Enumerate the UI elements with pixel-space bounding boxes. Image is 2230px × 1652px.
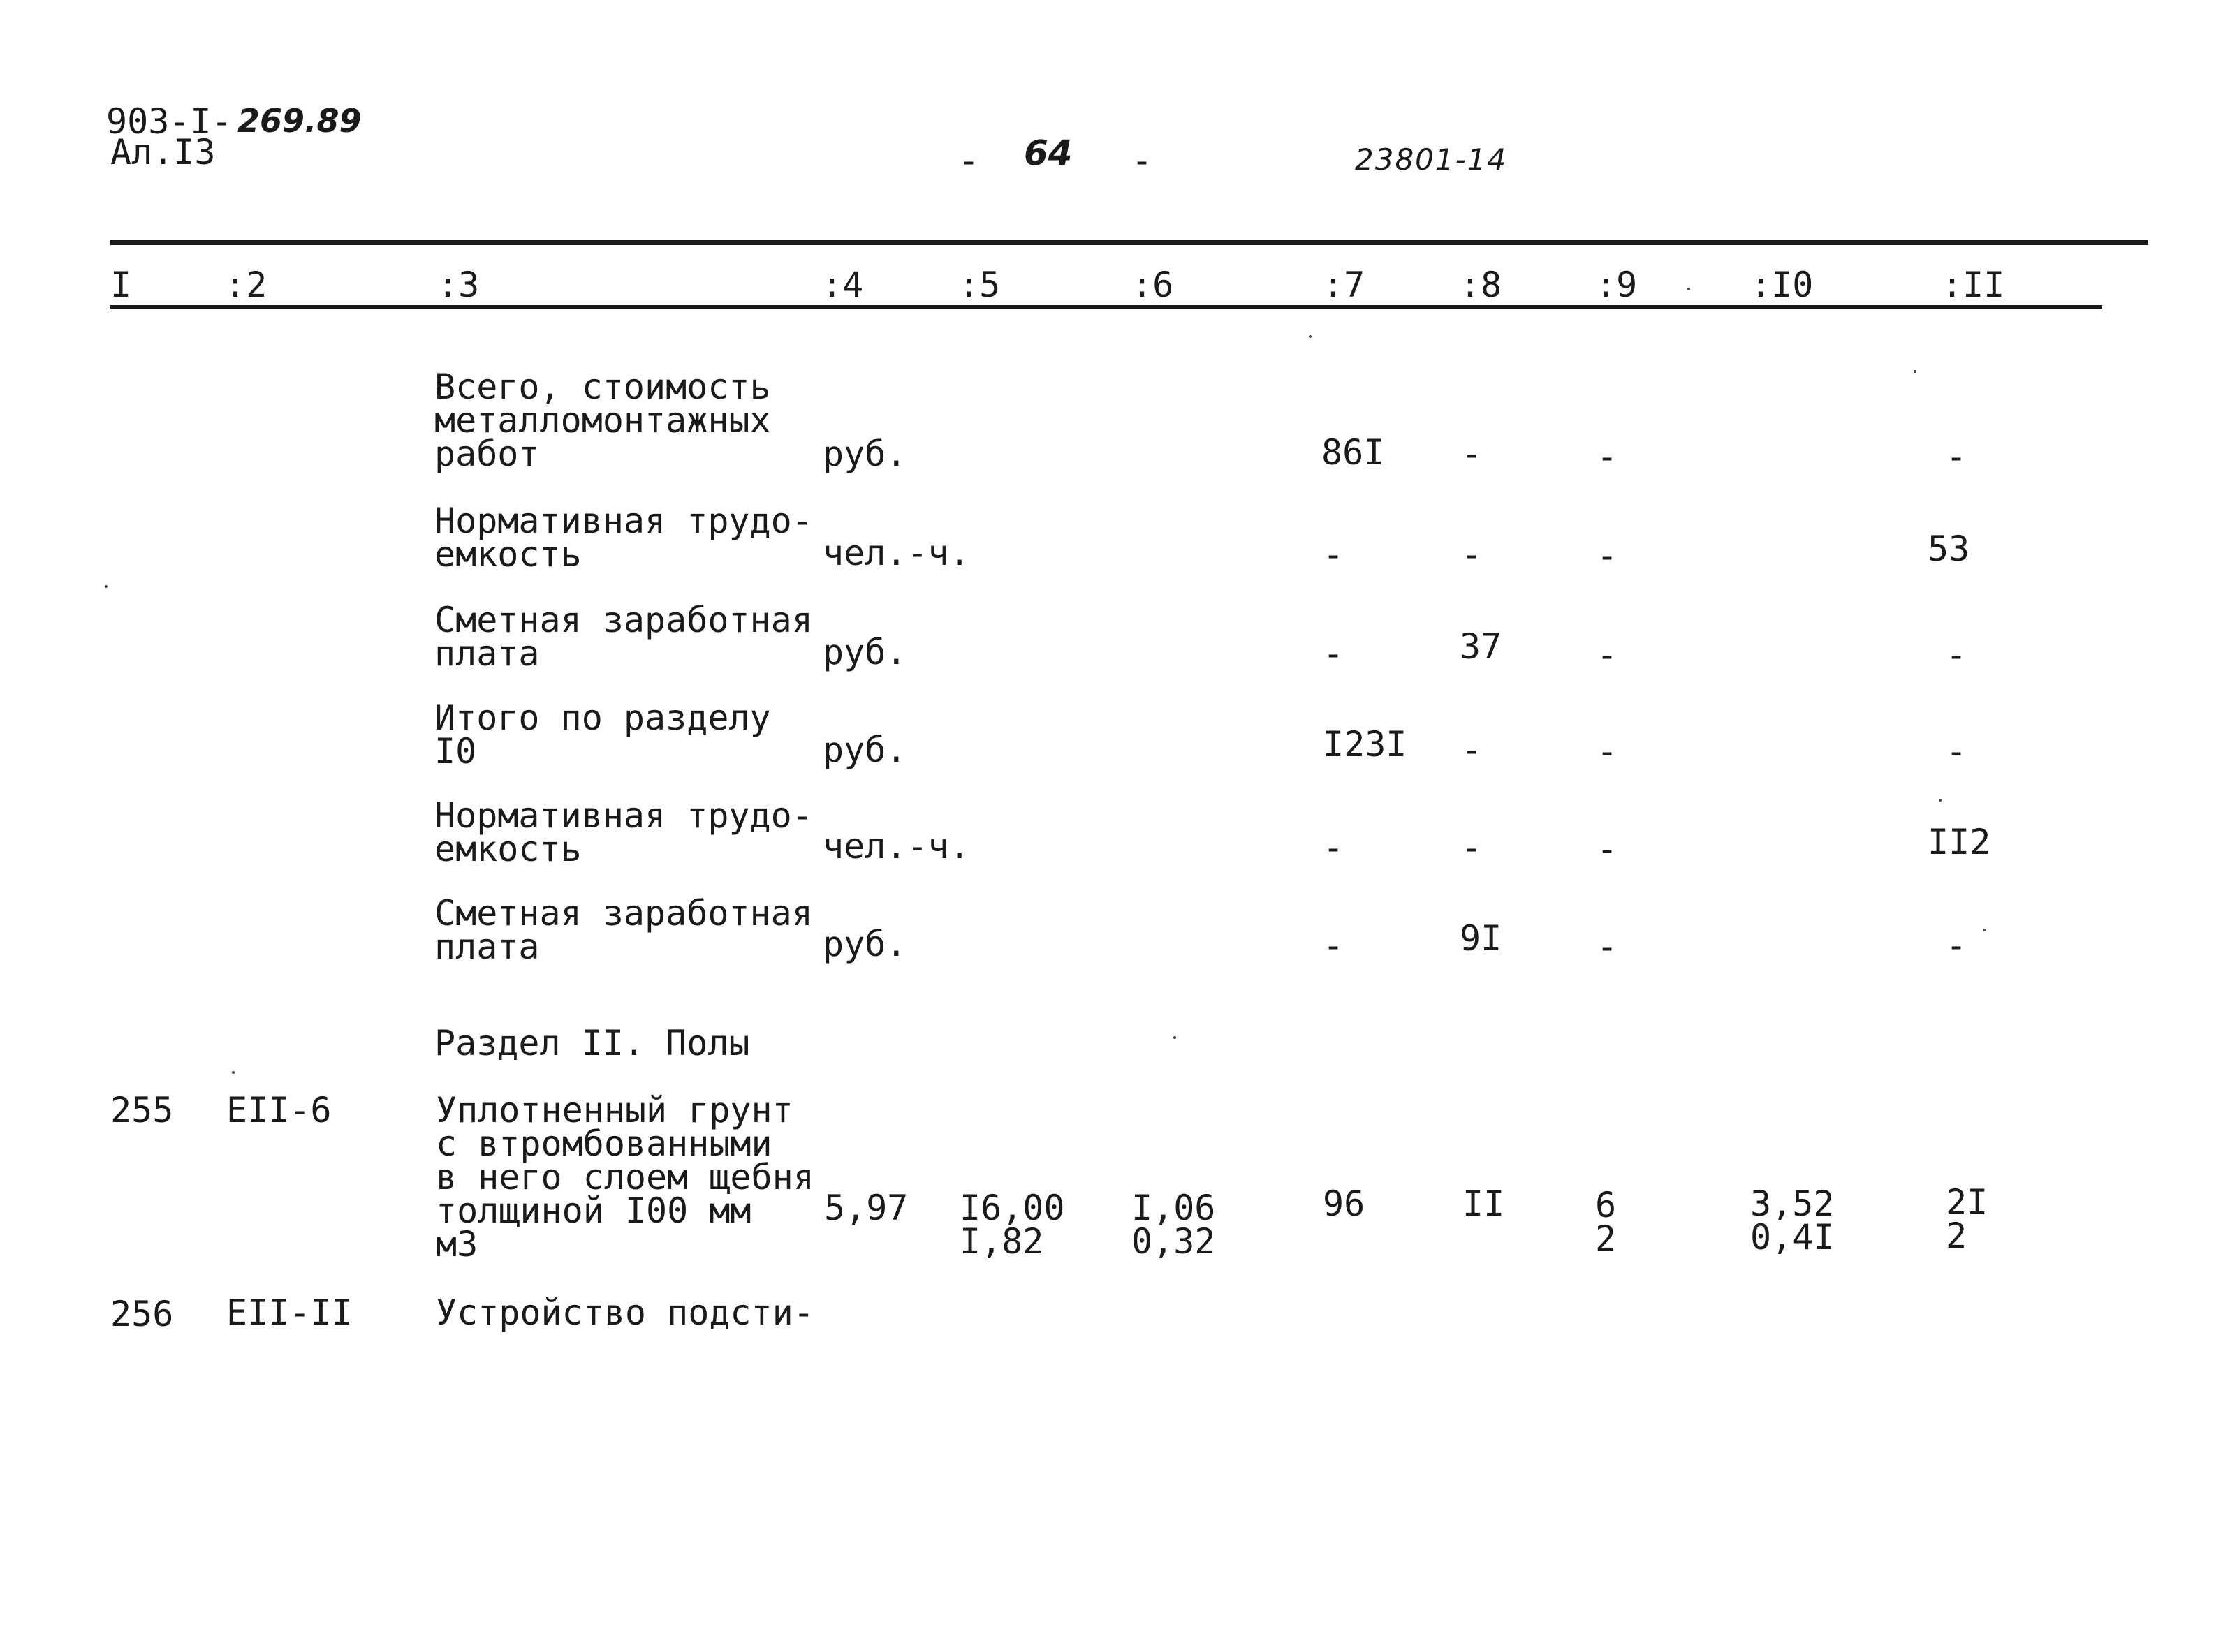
scan-speck [1939, 799, 1942, 802]
item-name: Устройство подсти- [436, 1292, 814, 1333]
col-header-5: :5 [958, 265, 1001, 305]
item-col8: II [1462, 1183, 1505, 1224]
row-name: Нормативная трудо- емкость [434, 501, 813, 575]
item-col11: 2I 2 [1946, 1182, 1988, 1256]
row-col7: - [1323, 827, 1344, 868]
col-header-6: :6 [1131, 265, 1174, 305]
doc-code-printed: 903-I- [106, 101, 233, 142]
page-dash-left: - [958, 140, 980, 181]
item-col9: 6 2 [1595, 1185, 1617, 1259]
item-col7: 96 [1323, 1183, 1365, 1224]
scan-speck [1687, 288, 1690, 290]
row-col8: - [1461, 827, 1483, 868]
col-header-8: :8 [1460, 265, 1502, 305]
row-name: Всего, стоимость металломонтажных работ [434, 367, 771, 474]
row-col7: - [1323, 633, 1344, 674]
row-name: Сметная заработная плата [434, 600, 813, 674]
scan-speck [232, 1071, 235, 1074]
item-name: Уплотненный грунт с втромбованными в него слоем щебня толщиной I00 мм м3 [436, 1090, 814, 1264]
row-unit: чел.-ч. [823, 826, 970, 866]
col-header-2: :2 [225, 265, 267, 305]
page-dash-right: - [1131, 140, 1153, 181]
scan-speck [1983, 929, 1986, 931]
scan-speck [1309, 335, 1312, 338]
row-unit: чел.-ч. [823, 533, 970, 573]
item-col6: I,06 0,32 [1131, 1188, 1216, 1262]
row-name: Итого по разделу I0 [434, 698, 771, 772]
row-unit: руб. [823, 434, 907, 474]
item-code: EII-6 [226, 1090, 332, 1130]
item-number: 255 [110, 1090, 174, 1130]
row-unit: руб. [823, 730, 907, 770]
row-name: Сметная заработная плата [434, 893, 813, 967]
row-unit: руб. [823, 632, 907, 672]
col-header-11: :II [1942, 265, 2005, 305]
row-col7: 86I [1321, 432, 1385, 473]
item-col10: 3,52 0,4I [1750, 1183, 1835, 1258]
row-col8: - [1461, 730, 1483, 770]
row-col9: - [1597, 536, 1618, 576]
scan-speck [105, 585, 108, 588]
row-col11: - [1946, 925, 1967, 966]
scan-speck [1173, 1036, 1176, 1039]
row-col7: I23I [1323, 724, 1407, 765]
row-col8: - [1461, 534, 1483, 575]
row-col7: - [1323, 925, 1344, 966]
row-col9: - [1597, 436, 1618, 477]
row-col11: - [1946, 635, 1967, 675]
col-header-10: :I0 [1750, 265, 1814, 305]
row-col9: - [1597, 635, 1618, 675]
row-col9: - [1597, 731, 1618, 772]
col-header-4: :4 [821, 265, 864, 305]
section-title: Раздел II. Полы [434, 1023, 750, 1063]
row-col9: - [1597, 927, 1618, 967]
row-col7: - [1323, 534, 1344, 575]
item-code: EII-II [226, 1292, 353, 1333]
col-header-1: I [110, 265, 132, 305]
item-number: 256 [110, 1294, 174, 1334]
row-col9: - [1597, 829, 1618, 869]
row-col11: 53 [1928, 529, 1970, 569]
row-col11: - [1946, 436, 1967, 477]
column-header-rule [110, 305, 2102, 309]
row-unit: руб. [823, 924, 907, 964]
col-header-3: :3 [437, 265, 480, 305]
col-header-7: :7 [1323, 265, 1365, 305]
row-col8: - [1461, 434, 1483, 474]
item-col4: 5,97 [824, 1188, 909, 1228]
row-col11: II2 [1928, 822, 1991, 862]
top-rule [110, 240, 2148, 245]
row-col8: 37 [1460, 626, 1502, 667]
album-number: Ал.I3 [110, 132, 216, 172]
doc-code-handwritten: 269.89 [237, 102, 362, 140]
scan-speck [1914, 370, 1916, 373]
row-col8: 9I [1460, 918, 1502, 959]
item-col5: I6,00 I,82 [960, 1188, 1065, 1262]
row-col11: - [1946, 731, 1967, 772]
row-name: Нормативная трудо- емкость [434, 795, 813, 869]
archive-number: 23801-14 [1355, 142, 1508, 177]
col-header-9: :9 [1595, 265, 1638, 305]
page-number: 64 [1024, 133, 1073, 173]
